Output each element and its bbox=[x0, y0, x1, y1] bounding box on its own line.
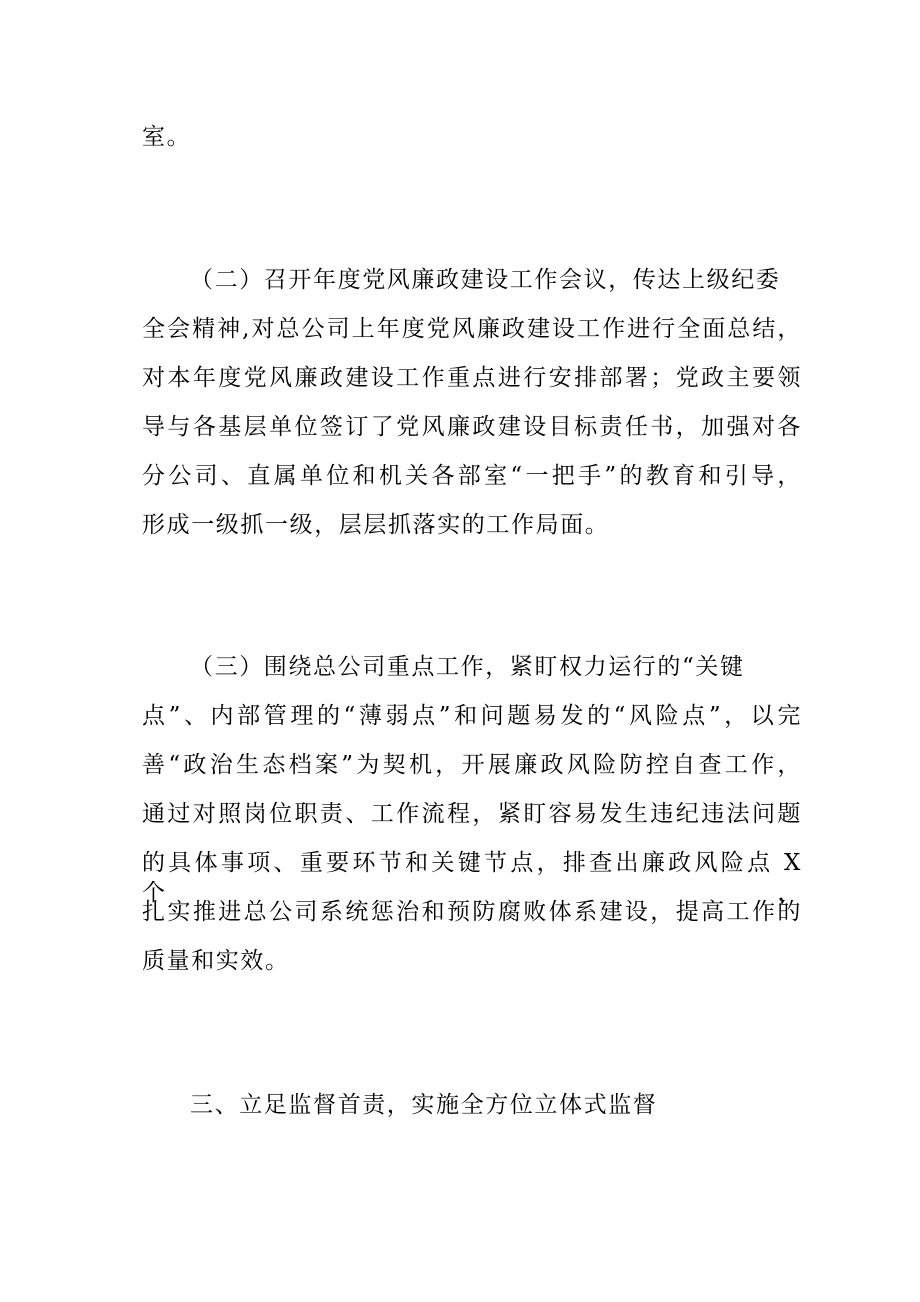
paragraph-line: 的具体事项、重要环节和关键节点，排查出廉政风险点 X 个， bbox=[142, 850, 802, 906]
paragraph-line: 全会精神,对总公司上年度党风廉政建设工作进行全面总结， bbox=[142, 316, 802, 342]
paragraph-line: 善“政治生态档案”为契机，开展廉政风险防控自查工作， bbox=[142, 752, 802, 778]
paragraph-fragment: 室。 bbox=[142, 124, 192, 150]
paragraph-line: （二）召开年度党风廉政建设工作会议，传达上级纪委 bbox=[190, 267, 781, 293]
paragraph-line: 通过对照岗位职责、工作流程，紧盯容易发生违纪违法问题 bbox=[142, 801, 802, 827]
paragraph-line: 扎实推进总公司系统惩治和预防腐败体系建设，提高工作的 bbox=[142, 899, 802, 925]
paragraph-line: 点”、内部管理的“薄弱点”和问题易发的“风险点”，以完 bbox=[142, 703, 802, 729]
paragraph-line: 质量和实效。 bbox=[142, 948, 290, 974]
paragraph-line: （三）围绕总公司重点工作，紧盯权力运行的“关键 bbox=[190, 654, 745, 680]
paragraph-line: 导与各基层单位签订了党风廉政建设目标责任书，加强对各 bbox=[142, 414, 802, 440]
paragraph-line: 分公司、直属单位和机关各部室“一把手”的教育和引导， bbox=[142, 463, 802, 489]
paragraph-line: 形成一级抓一级，层层抓落实的工作局面。 bbox=[142, 512, 610, 538]
paragraph-line: 对本年度党风廉政建设工作重点进行安排部署；党政主要领 bbox=[142, 365, 802, 391]
section-heading: 三、立足监督首责，实施全方位立体式监督 bbox=[190, 1092, 658, 1118]
